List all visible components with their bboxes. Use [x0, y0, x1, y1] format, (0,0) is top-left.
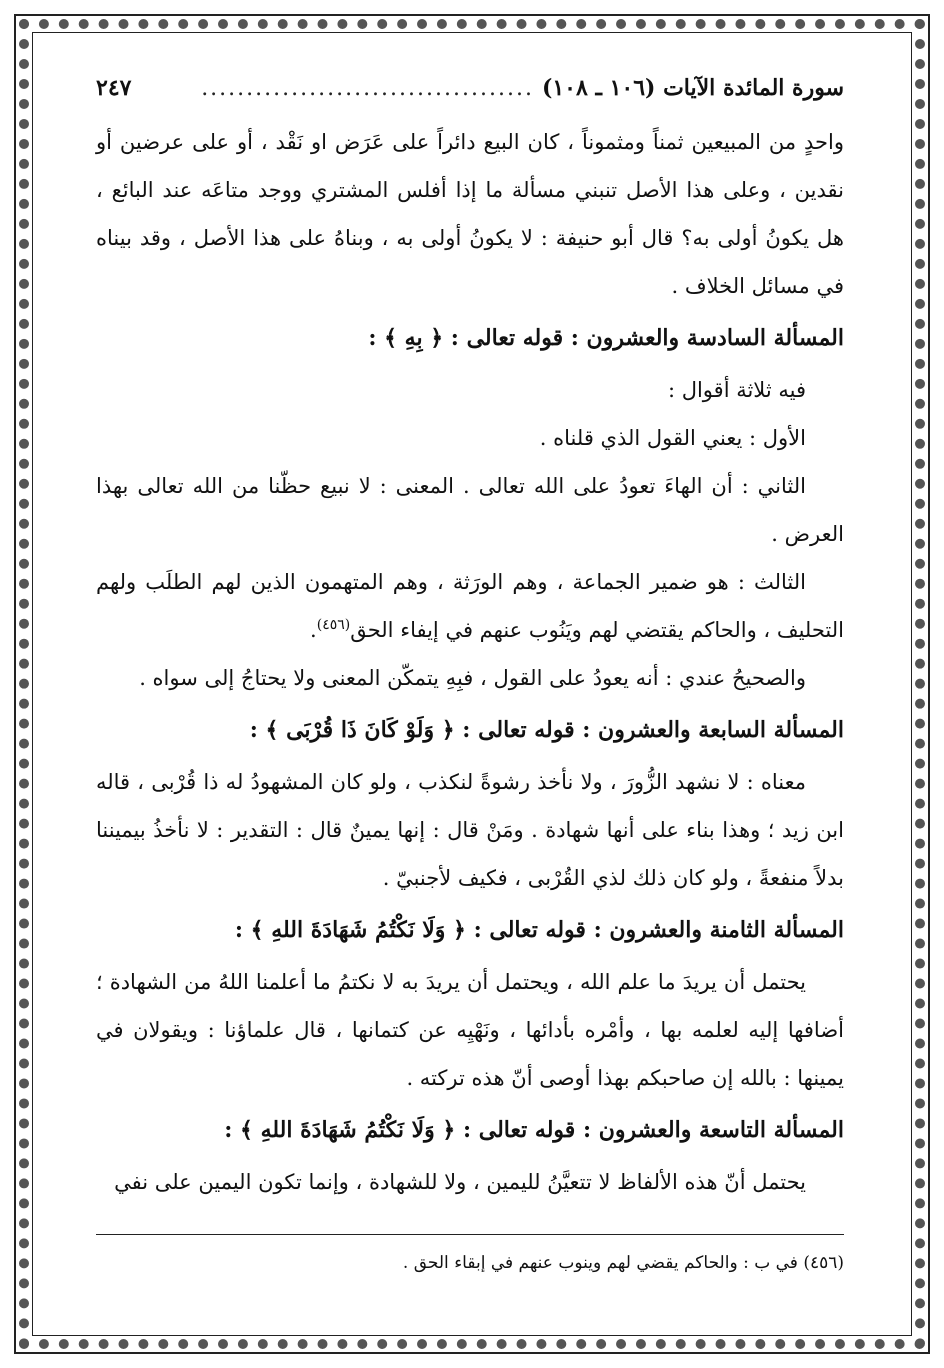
header-leader-dots: .....................................: [201, 76, 534, 101]
paragraph-6: والصحيحُ عندي : أنه يعودُ على القول ، فبِهِ يتمكّن المعنى ولا يحتاجُ إلى سواه .: [139, 666, 806, 690]
paragraph-1: واحدٍ من المبيعين ثمناً ومثموناً ، كان البيع دائراً على عَرَض او نَقْد ، أو على عرضين أو نقدين ، وعلى هذا الأصل تنبني مسألة ما إذا أفلس المشتري ووجد متاعَه عند البائع ، هل يكونُ أولى به؟ قال أبو حنيفة : لا يكونُ أولى به ، وبناهُ على هذا الأصل ، وقد بيناه في مسائل الخلاف .: [96, 130, 844, 298]
paragraph-7: معناه : لا نشهد الزُّورَ ، ولا نأخذ رشوةً لنكذب ، ولو كان المشهودُ له ذا قُرْبى ، قاله ابن زيد ؛ وهذا بناء على أنها شهادة . ومَنْ قال : إنها يمينٌ قال : التقدير : لا نأخذُ بيميننا بدلاً منفعةً ، ولو كان ذلك لذي القُرْبى ، فكيف لأجنبيّ .: [96, 770, 844, 890]
paragraph-4: الثاني : أن الهاءَ تعودُ على الله تعالى . المعنى : لا نبيع حظّنا من الله تعالى بهذا العرض .: [96, 474, 844, 546]
footnote-ref-456[interactable]: (٤٥٦): [316, 617, 351, 633]
paragraph-5-end: .: [310, 618, 317, 642]
footnote-number: (٤٥٦): [803, 1253, 844, 1273]
footnote-text: في ب : والحاكم يقضي لهم وينوب عنهم في إبقاء الحق .: [402, 1253, 798, 1273]
heading-issue-29: المسألة التاسعة والعشرون : قوله تعالى : ﴿ وَلَا نَكْتُمُ شَهَادَةَ اللهِ ﴾ :: [224, 1117, 844, 1143]
paragraph-3: الأول : يعني القول الذي قلناه .: [539, 426, 806, 450]
paragraph-5-text: الثالث : هو ضمير الجماعة ، وهم الورَثة ، وهم المتهمون الذين لهم الطلَب ولهم التحليف ، والحاكم يقتضي لهم ويَنُوب عنهم في إيفاء الحق: [96, 570, 844, 642]
paragraph-2: فيه ثلاثة أقوال :: [667, 378, 806, 402]
header-title: سورة المائدة الآيات (١٠٦ ـ ١٠٨): [541, 75, 844, 101]
heading-issue-28: المسألة الثامنة والعشرون : قوله تعالى : ﴿ وَلَا نَكْتُمُ شَهَادَةَ اللهِ ﴾ :: [234, 917, 844, 943]
page-number: ٢٤٧: [96, 75, 132, 101]
paragraph-8: يحتمل أن يريدَ ما علم الله ، ويحتمل أن يريدَ به لا نكتمُ ما أعلمنا اللهُ من الشهادة ؛ أضافها إليه لعلمه بها ، وأمْره بأدائها ، ونَهْيِه عن كتمانها ، قال علماؤنا : ويقولان في يمينها : بالله إن صاحبكم بهذا أوصى أنّ هذه تركته .: [96, 970, 844, 1090]
footnote-area: [96, 0, 844, 1368]
footnote-456: [96, 1248, 844, 1278]
heading-issue-26: المسألة السادسة والعشرون : قوله تعالى : ﴿ بِهِ ﴾ :: [368, 325, 844, 351]
heading-issue-27: المسألة السابعة والعشرون : قوله تعالى : ﴿ وَلَوْ كَانَ ذَا قُرْبَى ﴾ :: [249, 717, 844, 743]
footnote-divider: [96, 1234, 844, 1235]
paragraph-9: يحتمل أنّ هذه الألفاظ لا تتعيَّنُ لليمين ، ولا للشهادة ، وإنما تكون اليمين على نفي: [114, 1170, 806, 1194]
